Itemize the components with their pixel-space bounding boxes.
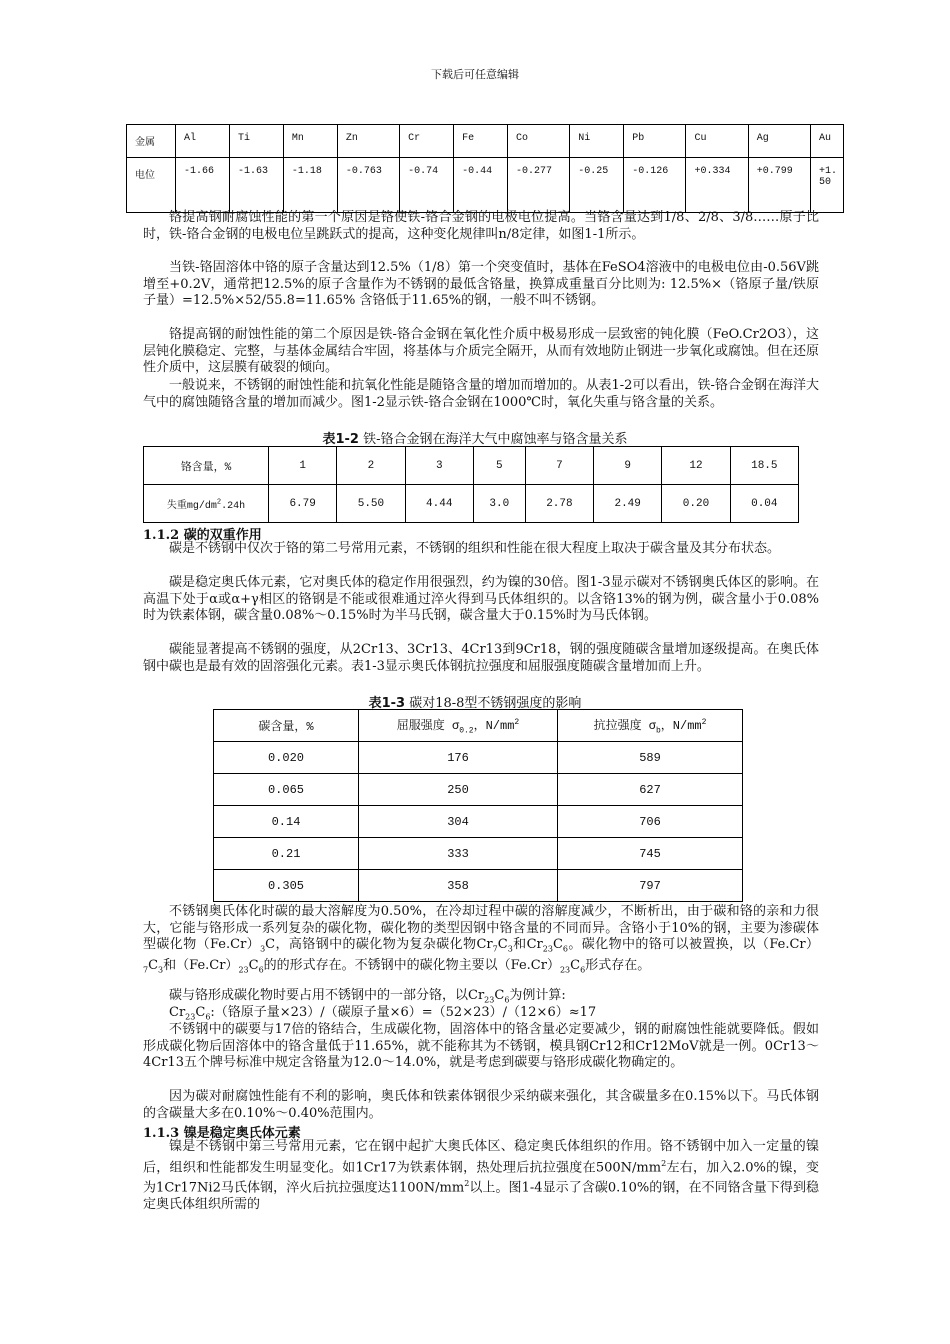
table-cell: 3: [405, 447, 473, 485]
paragraph: 铬提高钢的耐蚀性能的第二个原因是铁-铬合金钢在氧化性介质中极易形成一层致密的钝化膜（FeO.Cr2O3），这层钝化膜稳定、完整，与基体金属结合牢固，将基体与介质完全隔开，从而有效地防止钢进一步氧化或腐蚀。但在还原性介质中，这层膜有破裂的倾向。: [143, 327, 820, 375]
table-cell: +0.334: [686, 158, 748, 213]
paragraph: 碳是不锈钢中仅次于铬的第二号常用元素，不锈钢的组织和性能在很大程度上取决于碳含量及其分布状态。: [169, 541, 781, 556]
table-cell: 0.20: [662, 485, 730, 523]
table-cell: Zn: [337, 125, 399, 158]
table-cell: -0.126: [624, 158, 686, 213]
paragraph: 不锈钢中的碳要与17倍的铬结合，生成碳化物，固溶体中的铬含量必定要减少，钢的耐腐蚀性能就要降低。假如形成碳化物后固溶体中的铬含量低于11.65%，就不能称其为不锈钢，模具钢Cr12和Cr12MoV就是一例。0Cr13～4Cr13五个牌号标准中规定含铬量为12.0～14.0%，就是考虑到碳要与铬形成碳化物确定的。: [143, 1022, 819, 1070]
table-cell: 失重$mg/dm^2.24h$: [144, 485, 269, 523]
table-row: [214, 742, 743, 774]
table-cell: 0.04: [730, 485, 798, 523]
table-cell: 18.5: [730, 447, 798, 485]
table-cell: Ag: [748, 125, 810, 158]
table-cell: -0.74: [400, 158, 454, 213]
table-cell: 250: [359, 774, 558, 806]
paragraph: 因为碳对耐腐蚀性能有不利的影响，奥氏体和铁素体钢很少采纳碳来强化，其含碳量多在0.15%以下。马氏体钢的含碳量大多在0.10%～0.40%范围内。: [143, 1089, 819, 1121]
table-cell: 5: [473, 447, 525, 485]
table-cell: 176: [359, 742, 558, 774]
table-cell: 6.79: [269, 485, 337, 523]
table-row: [127, 158, 844, 213]
paragraph: 不锈钢奥氏体化时碳的最大溶解度为0.50%，在冷却过程中碳的溶解度减少，不断析出，由于碳和铬的亲和力很大，它能与铬形成一系列复杂的碳化物，碳化物的类型因钢中铬含量的不同而异。含铬小于10%的钢，主要为渗碳体型碳化物$(Fe.Cr)_3C$，高铬钢中的碳化物为复杂碳化物$Cr_7C_3$和$Cr_{23}C_6$。碳化物中的铬可以被置换，以$(Fe.Cr)_7C_3$和$(Fe.Cr)_{23}C_6$的的形式存在。不锈钢中的碳化物主要以$(Fe.Cr)_{23}C_6$形式存在。: [143, 904, 820, 975]
table-cell: Ti: [229, 125, 283, 158]
table-cell: 0.21: [214, 838, 359, 870]
table-row: [214, 710, 743, 742]
table-cell: 2: [337, 447, 405, 485]
formula-line: $Cr_{23}C_6$:（铬原子量×23）/（碳原子量×6）=（52×23）/（12×6）≈17: [169, 1005, 597, 1022]
carbon-strength-table: [213, 709, 743, 902]
table-cell: 2.78: [525, 485, 593, 523]
table-cell: -0.763: [337, 158, 399, 213]
table-cell: 7: [525, 447, 593, 485]
table-row: [214, 838, 743, 870]
table-cell: 706: [558, 806, 743, 838]
chromium-corrosion-table: [143, 446, 799, 523]
table-cell: 333: [359, 838, 558, 870]
table-row: [214, 806, 743, 838]
table-cell: -1.63: [229, 158, 283, 213]
table-cell: Co: [508, 125, 570, 158]
table-cell: 797: [558, 870, 743, 902]
electrode-potential-table: [126, 124, 844, 213]
table-cell: 金属: [127, 125, 176, 158]
table-cell: 589: [558, 742, 743, 774]
table-row: [144, 485, 799, 523]
table-cell: 2.49: [594, 485, 662, 523]
paragraph: 当铁-铬固溶体中铬的原子含量达到12.5%（1/8）第一个突变值时，基体在FeSO4溶液中的电极电位由-0.56V跳增至+0.2V，通常把12.5%的原子含量作为不锈钢的最低含铬量，换算成重量百分比则为: 12.5%×（铬原子量/铁原子量）=12.5%×52/55.8=11.65% 含铬低于11.65%的钢，一般不叫不锈钢。: [143, 260, 819, 308]
table-caption: 表1-3 碳对18-8型不锈钢强度的影响: [368, 696, 582, 711]
table-cell: -1.18: [283, 158, 337, 213]
table-cell: Au: [811, 125, 844, 158]
paragraph: 碳能显著提高不锈钢的强度，从2Cr13、3Cr13、4Cr13到9Cr18，钢的强度随碳含量增加逐级提高。在奥氏体钢中碳也是最有效的固溶强化元素。表1-3显示奥氏体钢抗拉强度和屈服强度随碳含量增加而上升。: [143, 642, 819, 674]
paragraph: 镍是不锈钢中第三号常用元素，它在钢中起扩大奥氏体区、稳定奥氏体组织的作用。铬不锈钢中加入一定量的镍后，组织和性能都发生明显变化。如1Cr17为铁素体钢，热处理后抗拉强度在$500N/mm^2$左右，加入2.0%的镍，变为1Cr17Ni2马氏体钢，淬火后抗拉强度达$1100N/mm^2$以上。图1-4显示了含碳0.10%的钢，在不同铬含量下得到稳定奥氏体组织所需的: [143, 1139, 820, 1213]
table-cell: Pb: [624, 125, 686, 158]
section-heading: 1.1.3 镍是稳定奥氏体元素: [143, 1126, 301, 1141]
table-cell: 屈服强度 $\sigma_{0.2}$，$N/mm^2$: [359, 710, 558, 742]
table-cell: 358: [359, 870, 558, 902]
table-row: [214, 774, 743, 806]
table-cell: 0.305: [214, 870, 359, 902]
page-header: 下载后可任意编辑: [431, 68, 519, 81]
table-cell: 627: [558, 774, 743, 806]
table-cell: +0.799: [748, 158, 810, 213]
table-cell: Mn: [283, 125, 337, 158]
table-cell: 抗拉强度 $\sigma_b$，$N/mm^2$: [558, 710, 743, 742]
table-cell: Fe: [454, 125, 508, 158]
paragraph: 碳是稳定奥氏体元素，它对奥氏体的稳定作用很强烈，约为镍的30倍。图1-3显示碳对不锈钢奥氏体区的影响。在高温下处于α或α+γ相区的铬钢是不能或很难通过淬火得到马氏体组织的。以含铬13%的钢为例，碳含量小于0.08%时为铁素体钢，碳含量0.08%～0.15%时为半马氏钢，碳含量大于0.15%时为马氏体钢。: [143, 575, 819, 623]
table-caption: 表1-2 铁-铬合金钢在海洋大气中腐蚀率与铬含量关系: [322, 432, 628, 447]
table-cell: +1.50: [811, 158, 844, 213]
table-cell: 745: [558, 838, 743, 870]
table-cell: -0.44: [454, 158, 508, 213]
table-cell: 0.020: [214, 742, 359, 774]
table-cell: -1.66: [176, 158, 230, 213]
table-cell: 0.065: [214, 774, 359, 806]
table-cell: Ni: [570, 125, 624, 158]
table-cell: 5.50: [337, 485, 405, 523]
table-cell: 碳含量，%: [214, 710, 359, 742]
table-row: [214, 870, 743, 902]
table-cell: 0.14: [214, 806, 359, 838]
section-heading: 1.1.2 碳的双重作用: [143, 528, 262, 543]
table-cell: -0.25: [570, 158, 624, 213]
table-cell: -0.277: [508, 158, 570, 213]
table-cell: 12: [662, 447, 730, 485]
table-cell: 电位: [127, 158, 176, 213]
table-cell: 铬含量，%: [144, 447, 269, 485]
paragraph: 碳与铬形成碳化物时要占用不锈钢中的一部分铬，以$Cr_{23}C_6$为例计算:: [169, 988, 566, 1005]
table-cell: 3.0: [473, 485, 525, 523]
table-row: [127, 125, 844, 158]
table-cell: Cu: [686, 125, 748, 158]
paragraph: 一般说来，不锈钢的耐蚀性能和抗氧化性能是随铬含量的增加而增加的。从表1-2可以看出，铁-铬合金钢在海洋大气中的腐蚀随铬含量的增加而减少。图1-2显示铁-铬合金钢在1000℃时，氧化失重与铬含量的关系。: [143, 378, 819, 410]
table-row: [144, 447, 799, 485]
table-cell: 1: [269, 447, 337, 485]
paragraph: 铬提高钢耐腐蚀性能的第一个原因是铬使铁-铬合金钢的电极电位提高。当铬含量达到1/8、2/8、3/8……原子比时，铁-铬合金钢的电极电位呈跳跃式的提高，这种变化规律叫n/8定律，如图1-1所示。: [143, 210, 819, 242]
table-cell: Cr: [400, 125, 454, 158]
table-cell: 304: [359, 806, 558, 838]
table-cell: Al: [176, 125, 230, 158]
table-cell: 4.44: [405, 485, 473, 523]
table-cell: 9: [594, 447, 662, 485]
